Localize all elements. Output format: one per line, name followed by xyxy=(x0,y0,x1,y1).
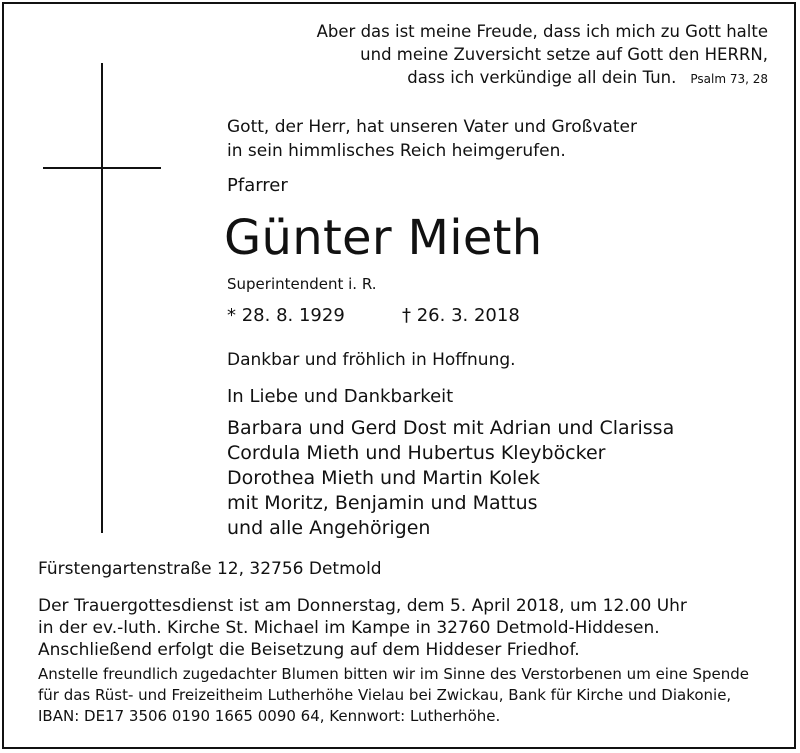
intro-line: Gott, der Herr, hat unseren Vater und Großvater xyxy=(227,117,637,137)
mourners-heading: In Liebe und Dankbarkeit xyxy=(227,386,454,407)
intro-line: in sein himmlisches Reich heimgerufen. xyxy=(227,141,566,161)
quote-line: Aber das ist meine Freude, dass ich mich zu Gott halte xyxy=(316,22,768,41)
list-item: Cordula Mieth und Hubertus Kleyböcker xyxy=(227,442,606,464)
address: Fürstengartenstraße 12, 32756 Detmold xyxy=(38,559,382,579)
motto: Dankbar und fröhlich in Hoffnung. xyxy=(227,350,516,370)
service-line: Der Trauergottesdienst ist am Donnerstag, dem 5. April 2018, um 12.00 Uhr xyxy=(38,596,687,616)
service-line: Anschließend erfolgt die Beisetzung auf dem Hiddeser Friedhof. xyxy=(38,640,580,660)
list-item: Barbara und Gerd Dost mit Adrian und Clarissa xyxy=(227,417,675,439)
quote-reference: Psalm 73, 28 xyxy=(690,72,768,86)
deceased-name: Günter Mieth xyxy=(224,210,543,266)
list-item: Dorothea Mieth und Martin Kolek xyxy=(227,467,540,489)
birth-date: * 28. 8. 1929 xyxy=(227,305,345,326)
donation-line: für das Rüst- und Freizeitheim Lutherhöhe Vielau bei Zwickau, Bank für Kirche und Diakonie, xyxy=(38,686,732,704)
deceased-role: Superintendent i. R. xyxy=(227,275,377,293)
donation-line: IBAN: DE17 3506 0190 1665 0090 64, Kennwort: Lutherhöhe. xyxy=(38,707,501,725)
service-info xyxy=(38,595,687,661)
mourners-list xyxy=(227,416,674,541)
donation-line: Anstelle freundlich zugedachter Blumen bitten wir im Sinne des Verstorbenen um eine Spende xyxy=(38,665,749,683)
list-item: mit Moritz, Benjamin und Mattus xyxy=(227,492,538,514)
cross-horizontal-bar xyxy=(43,167,161,169)
quote-line-text: dass ich verkündige all dein Tun. xyxy=(407,68,677,87)
deceased-title: Pfarrer xyxy=(227,175,288,196)
cross-vertical-bar xyxy=(101,63,103,533)
death-date: † 26. 3. 2018 xyxy=(402,305,520,326)
quote-line xyxy=(268,66,768,91)
quote-line: und meine Zuversicht setze auf Gott den HERRN, xyxy=(360,45,768,64)
bible-quote xyxy=(268,20,768,91)
intro-text xyxy=(227,115,637,163)
donation-info xyxy=(38,664,749,727)
life-dates xyxy=(227,305,520,326)
list-item: und alle Angehörigen xyxy=(227,517,431,539)
service-line: in der ev.-luth. Kirche St. Michael im Kampe in 32760 Detmold-Hiddesen. xyxy=(38,618,660,638)
